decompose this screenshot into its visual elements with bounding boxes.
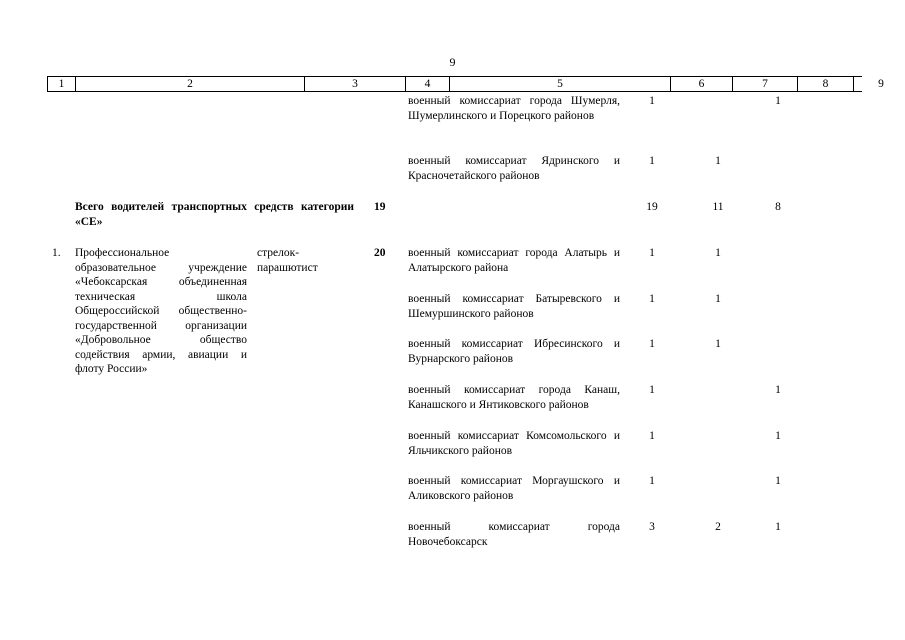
total-col8: 8: [775, 201, 781, 213]
total-label: Всего водителей транспортных средств категории «СЕ»: [75, 201, 354, 228]
column-header-9: 9: [853, 77, 905, 91]
table-row-1-col8: 1: [775, 95, 781, 107]
org-row-1-col7: 1: [715, 247, 721, 259]
org-row-2-col6: 1: [649, 293, 655, 305]
org-row-3-col6: 1: [649, 338, 655, 350]
org-row-3-col7: 1: [715, 338, 721, 350]
table-row-2-col7: 1: [715, 155, 721, 167]
org-name: Профессиональное образовательное учреждение «Чебоксарская объединенная техническая школа Общероссийской общественно-государственной организации «Добровольное общество содействия армии, авиации и флоту России»: [75, 247, 247, 375]
org-col4: 20: [374, 247, 386, 259]
org-row-7-col8: 1: [775, 521, 781, 533]
org-row-6-col8: 1: [775, 475, 781, 487]
page-number: 9: [449, 55, 456, 69]
org-index: 1.: [52, 247, 61, 259]
org-row-7-col7: 2: [715, 521, 721, 533]
column-header-7: 7: [732, 77, 797, 91]
column-header-4: 4: [405, 77, 449, 91]
total-col7: 11: [712, 201, 724, 213]
table-row-2-col6: 1: [649, 155, 655, 167]
org-row-6-col6: 1: [649, 475, 655, 487]
org-row-2-col7: 1: [715, 293, 721, 305]
org-row-1-col6: 1: [649, 247, 655, 259]
column-header-2: 2: [75, 77, 304, 91]
org-specialty: стрелок-парашютист: [257, 247, 318, 274]
column-header-1: 1: [47, 77, 75, 91]
table-row-2-col5: военный комиссариат Ядринского и Красночетайского районов: [408, 155, 620, 182]
org-row-7-col6: 3: [649, 521, 655, 533]
total-col6: 19: [646, 201, 658, 213]
org-row-4-col5: военный комиссариат города Канаш, Канашского и Янтиковского районов: [408, 384, 620, 411]
org-row-5-col5: военный комиссариат Комсомольского и Яльчикского районов: [408, 430, 620, 457]
org-row-4-col6: 1: [649, 384, 655, 396]
table-header-row: [47, 76, 884, 92]
org-row-7-col5: военный комиссариат города Новочебоксарск: [408, 521, 620, 548]
org-row-6-col5: военный комиссариат Моргаушского и Аликовского районов: [408, 475, 620, 502]
column-header-8: 8: [797, 77, 853, 91]
org-row-5-col6: 1: [649, 430, 655, 442]
org-row-1-col5: военный комиссариат города Алатырь и Алатырского района: [408, 247, 620, 274]
column-header-6: 6: [670, 77, 732, 91]
total-col4: 19: [374, 201, 386, 213]
org-row-2-col5: военный комиссариат Батыревского и Шемуршинского районов: [408, 293, 620, 320]
table-row-1-col5: военный комиссариат города Шумерля, Шумерлинского и Порецкого районов: [408, 95, 620, 122]
table-row-1-col6: 1: [649, 95, 655, 107]
org-row-5-col8: 1: [775, 430, 781, 442]
org-row-4-col8: 1: [775, 384, 781, 396]
column-header-3: 3: [304, 77, 405, 91]
column-header-5: 5: [449, 77, 670, 91]
org-row-3-col5: военный комиссариат Ибресинского и Вурнарского районов: [408, 338, 620, 365]
